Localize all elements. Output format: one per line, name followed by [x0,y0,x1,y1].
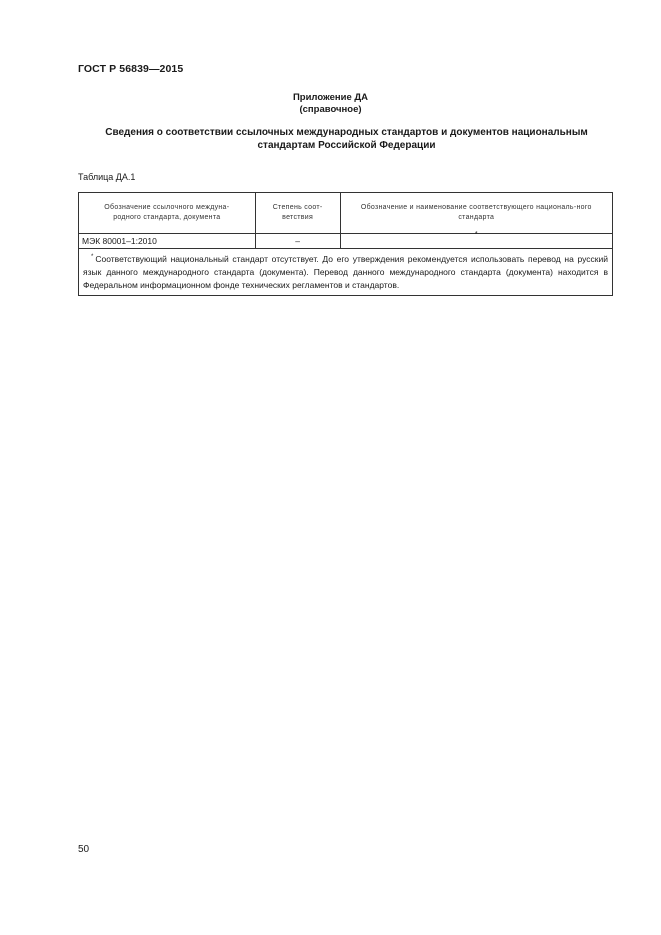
footnote-text: Соответствующий национальный стандарт отсутствует. До его утверждения рекомендуется использовать перевод на русский язык данного международного стандарта (документа). Перевод данного международного стандарта (документа) находится в Федеральном информационном фонде технических регламентов и стандартов. [83,254,608,290]
table-caption: Таблица ДА.1 [78,172,136,182]
header-degree [255,193,340,234]
cell-degree: – [255,234,340,249]
header-degree-text: Степень соот-ветствия [272,204,323,221]
cell-standard: МЭК 80001–1:2010 [79,234,256,249]
footnote-row [79,249,613,296]
appendix-status: (справочное) [299,104,362,115]
footnote-asterisk: * [91,254,94,260]
appendix-title: Сведения о соответствии ссылочных международных стандартов и документов национальным стандартам Российской Федерации [105,127,588,151]
table-header-row [79,193,613,234]
header-international-standard-text: Обозначение ссылочного междуна-родного стандарта, документа [104,204,230,221]
table-row [79,234,613,249]
header-national-standard-text: Обозначение и наименование соответствующего националь-ного стандарта [360,204,592,221]
footnote-marker: * [474,231,478,238]
document-code: ГОСТ Р 56839—2015 [78,63,184,75]
header-international-standard [79,193,256,234]
correspondence-table [78,192,613,296]
footnote-cell [79,249,613,296]
header-national-standard [340,193,612,234]
appendix-heading [0,92,661,116]
appendix-label: Приложение ДА [292,92,369,103]
page-number: 50 [78,844,90,855]
cell-national [340,231,612,249]
